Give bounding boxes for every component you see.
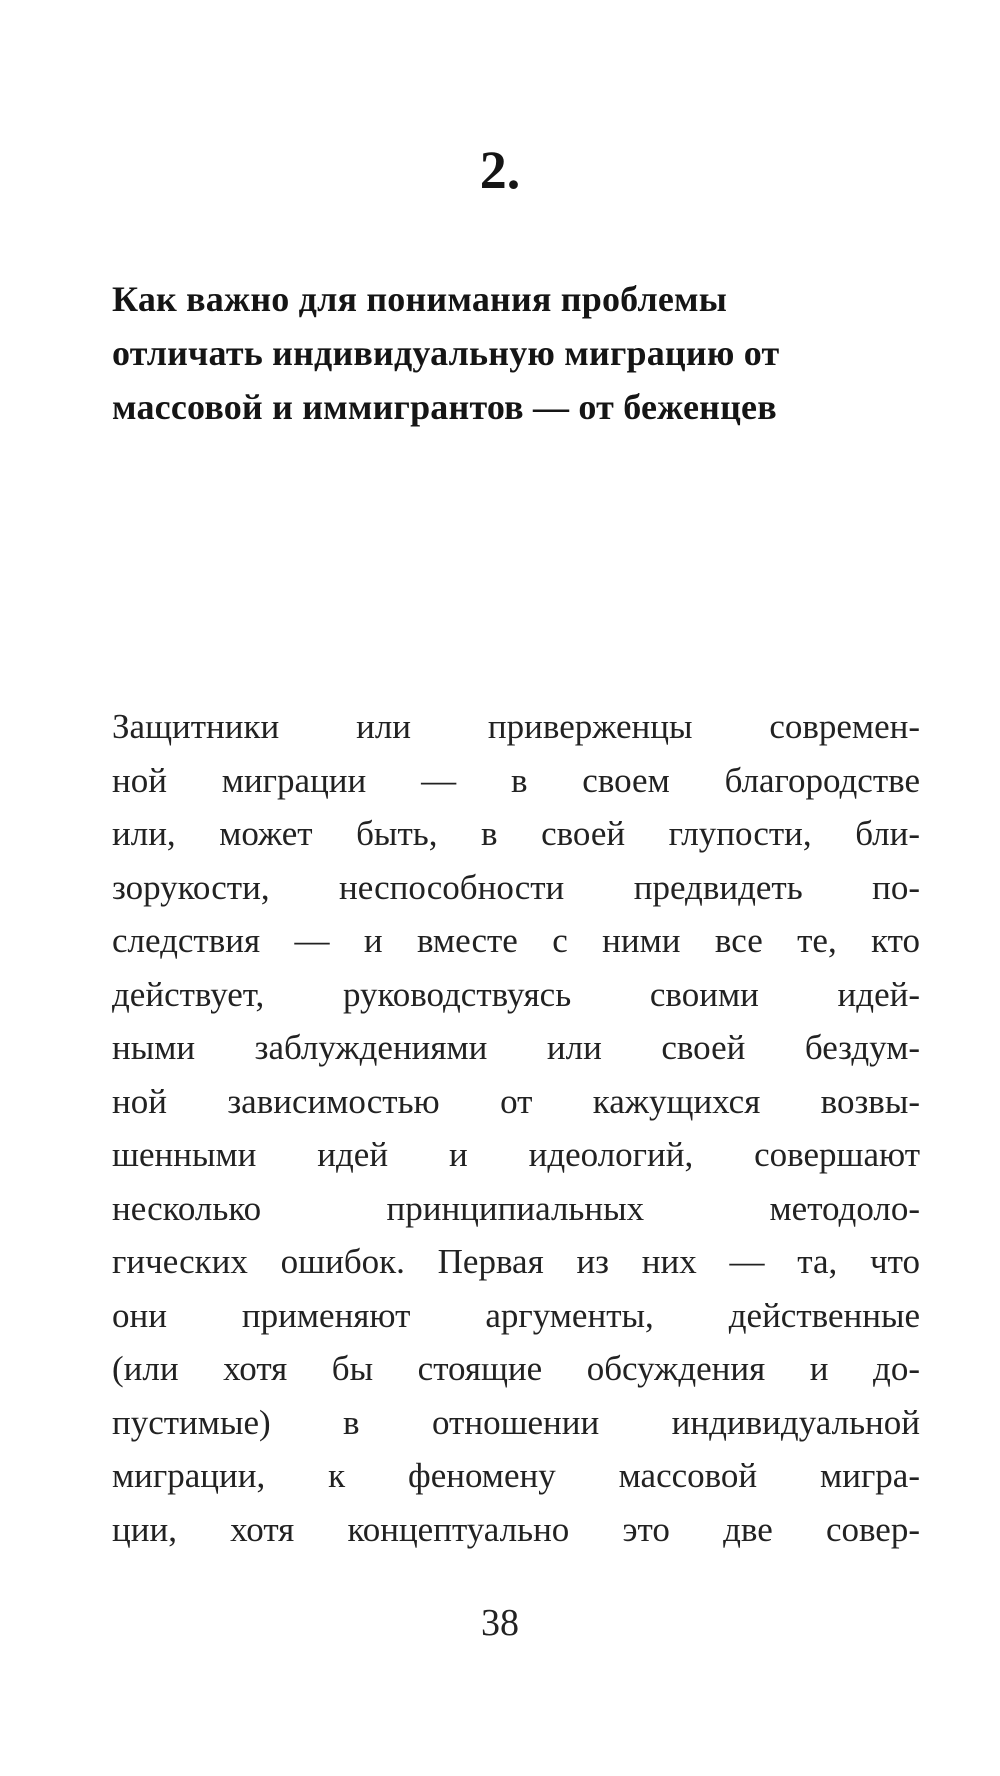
text-line: шенными идей и идеологий, совершают bbox=[112, 1135, 920, 1174]
chapter-number: 2. bbox=[479, 140, 521, 200]
text-line: следствия — и вместе с ними все те, кто bbox=[112, 921, 920, 960]
text-line: ной миграции — в своем благородстве bbox=[112, 760, 920, 800]
text-line: ции, хотя концептуально это две совер- bbox=[112, 1509, 920, 1549]
chapter-title-line: Как важно для понимания проблемы bbox=[112, 279, 728, 319]
text-line: зорукости, неспособности предвидеть по- bbox=[112, 867, 920, 907]
chapter-title bbox=[112, 272, 912, 434]
text-line: ной зависимостью от кажущихся возвы- bbox=[112, 1081, 920, 1121]
text-line: (или хотя бы стоящие обсуждения и до- bbox=[112, 1349, 920, 1388]
text-line: действует, руководствуясь своими идей- bbox=[112, 974, 920, 1014]
chapter-title-line: отличать индивидуальную миграцию от bbox=[112, 333, 780, 373]
text-line: ными заблуждениями или своей бездум- bbox=[112, 1028, 920, 1067]
text-line: миграции, к феномену массовой мигра- bbox=[112, 1456, 920, 1495]
body-paragraph bbox=[112, 700, 920, 1556]
chapter-title-line: массовой и иммигрантов — от беженцев bbox=[112, 387, 777, 427]
text-line: Защитники или приверженцы современ- bbox=[112, 707, 920, 746]
text-line: или, может быть, в своей глупости, бли- bbox=[112, 814, 920, 853]
text-line: несколько принципиальных методоло- bbox=[112, 1188, 920, 1228]
page-number: 38 bbox=[481, 1602, 519, 1644]
text-line: пустимые) в отношении индивидуальной bbox=[112, 1402, 920, 1442]
text-line: они применяют аргументы, действенные bbox=[112, 1295, 920, 1335]
text-line: гических ошибок. Первая из них — та, что bbox=[112, 1242, 920, 1281]
